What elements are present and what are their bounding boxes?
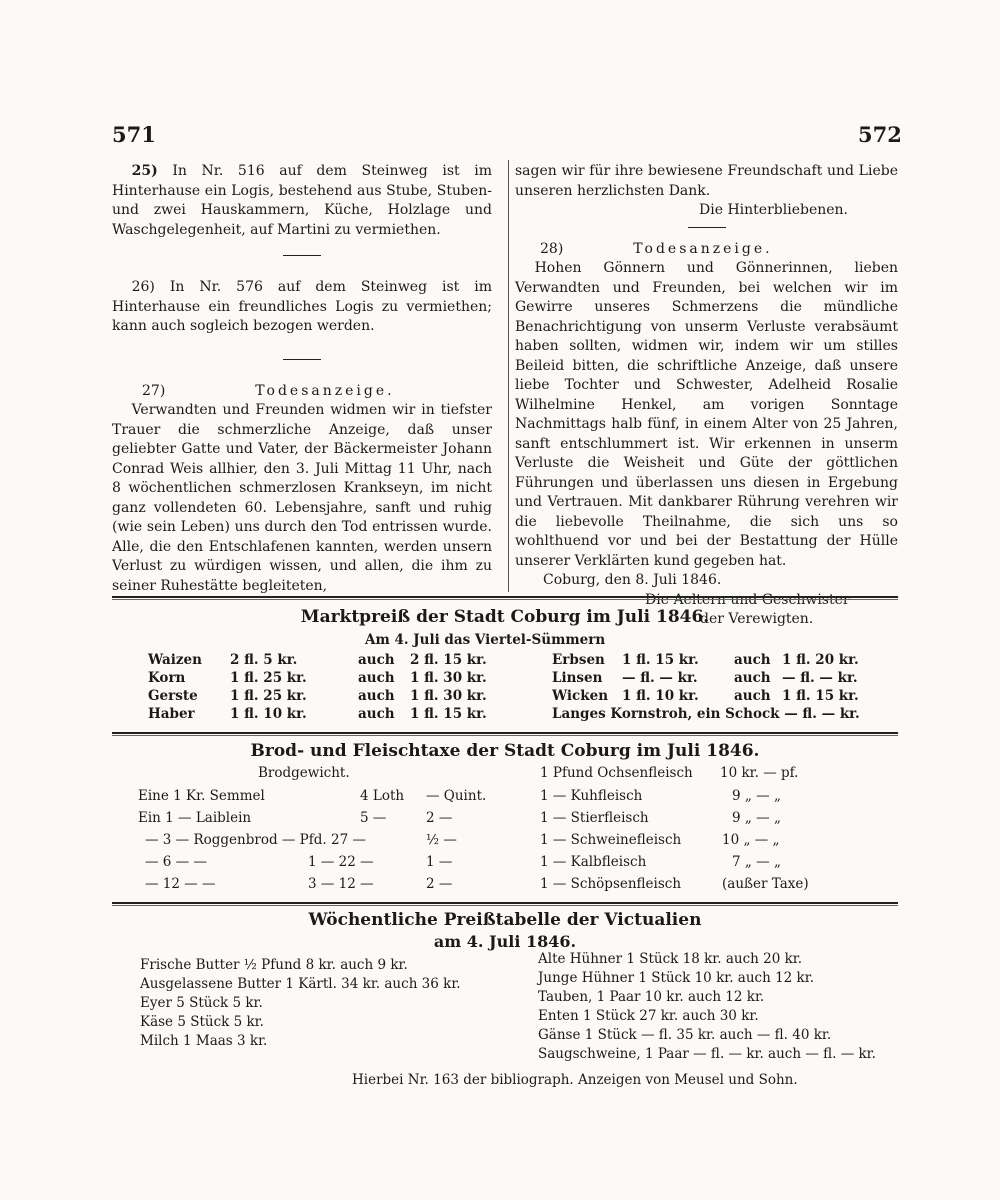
weekly-item: Junge Hühner 1 Stück 10 kr. auch 12 kr. <box>538 970 814 986</box>
meat-price: 10 „ — „ <box>722 832 780 848</box>
weekly-item: Eyer 5 Stück 5 kr. <box>140 995 263 1011</box>
meat-price: 10 kr. — pf. <box>720 765 799 781</box>
ad-28-heading <box>515 240 898 260</box>
bread-item: Eine 1 Kr. Semmel <box>138 788 265 804</box>
market-price-b: 1 fl. 30 kr. <box>410 688 487 704</box>
grain-name: Haber <box>148 706 195 722</box>
meat-item: 1 — Kalbfleisch <box>540 854 647 870</box>
ad-28-text: Hohen Gönnern und Gönnerinnen, lieben Verwandten und Freunden, bei welchen wir im Gewirre unseres Schmerzens die mündliche Benachrichtigung von unserm Verluste verabsäumt haben sollten, widmen wir, indem wir um stilles Beileid bitten, die schriftliche Anzeige, daß unsere liebe Tochter und Schwester, Adelheid Rosalie Wilhelmine Henkel, am vorigen Sonntage Nachmittags halb fünf, in einem Alter von 25 Jahren, sanft entschlummert ist. Wir erkennen in unserm Verluste die Weisheit und Güte der göttlichen Führungen und überlassen uns diesen in Ergebung und Vertrauen. Mit dankbarer Rührung verehren wir die liebevolle Theilnahme, die sich uns so wohlthuend vor und bei der Bestattung der Hülle unserer Verklärten kund gegeben hat. <box>515 260 898 569</box>
weekly-title: Wöchentliche Preißtabelle der Victualien <box>308 910 702 930</box>
bread-quint: — Quint. <box>426 788 487 804</box>
meat-item: 1 Pfund Ochsenfleisch <box>540 765 693 781</box>
section-rule <box>112 732 898 736</box>
weekly-item: Alte Hühner 1 Stück 18 kr. auch 20 kr. <box>538 951 803 967</box>
section-rule <box>112 902 898 906</box>
market-price-a: 1 fl. 15 kr. <box>622 652 699 668</box>
legume-name: Wicken <box>552 688 609 704</box>
bread-weight: 4 Loth <box>360 788 405 804</box>
market-price-a: 1 fl. 25 kr. <box>230 688 307 704</box>
market-title: Marktpreiß der Stadt Coburg im Juli 1846. <box>300 607 710 627</box>
legume-name: Linsen <box>552 670 603 686</box>
meat-price: 7 „ — „ <box>732 854 781 870</box>
weekly-item: Tauben, 1 Paar 10 kr. auch 12 kr. <box>538 989 765 1005</box>
place-date: Coburg, den 8. Juli 1846. <box>543 572 722 588</box>
ad-text: In Nr. 576 auf dem Steinweg ist im Hinterhause ein freundliches Logis zu vermiethen; kann auch sogleich bezogen werden. <box>112 279 493 334</box>
market-price-b: — fl. — kr. <box>782 670 858 686</box>
ad-title: Todesanzeige. <box>633 240 773 257</box>
meat-item: 1 — Schöpsenfleisch <box>540 876 682 892</box>
signature-line-2: der Verewigten. <box>700 611 814 627</box>
market-auch: auch <box>734 652 771 668</box>
market-price-b: 1 fl. 20 kr. <box>782 652 859 668</box>
weekly-item: Enten 1 Stück 27 kr. auch 30 kr. <box>538 1008 759 1024</box>
bread-quint: 2 — <box>426 876 453 892</box>
weekly-item: Milch 1 Maas 3 kr. <box>140 1033 268 1049</box>
market-price-a: 1 fl. 25 kr. <box>230 670 307 686</box>
market-price-b: 2 fl. 15 kr. <box>410 652 487 668</box>
market-price-a: 1 fl. 10 kr. <box>230 706 307 722</box>
ad-27-heading <box>112 382 492 402</box>
market-auch: auch <box>358 670 395 686</box>
market-subtitle: Am 4. Juli das Viertel-Sümmern <box>365 632 606 648</box>
market-price-b: 1 fl. 15 kr. <box>410 706 487 722</box>
bread-header: Brodgewicht. <box>258 765 350 781</box>
meat-price: 9 „ — „ <box>732 788 781 804</box>
signature: Die Hinterbliebenen. <box>699 202 848 218</box>
bread-item: — 3 — Roggenbrod — Pfd. 27 — <box>145 832 366 848</box>
ad-26 <box>112 278 492 337</box>
weekly-date: am 4. Juli 1846. <box>433 932 577 951</box>
market-price-a: — fl. — kr. <box>622 670 698 686</box>
footer-note: Hierbei Nr. 163 der bibliograph. Anzeigen von Meusel und Sohn. <box>352 1072 798 1088</box>
ad-title: Todesanzeige. <box>255 382 395 399</box>
weekly-item: Gänse 1 Stück — fl. 35 kr. auch — fl. 40 kr. <box>538 1027 832 1043</box>
market-auch: auch <box>734 670 771 686</box>
bread-weight: 3 — 12 — <box>308 876 374 892</box>
grain-name: Korn <box>148 670 186 686</box>
bread-item: — 6 — — <box>145 854 207 870</box>
weekly-item: Frische Butter ½ Pfund 8 kr. auch 9 kr. <box>140 957 408 973</box>
market-auch: auch <box>734 688 771 704</box>
straw-price: Langes Kornstroh, ein Schock — fl. — kr. <box>552 706 860 722</box>
separator <box>283 255 321 256</box>
meat-item: 1 — Schweinefleisch <box>540 832 682 848</box>
ad-number: 28) <box>540 240 564 257</box>
market-row <box>148 652 202 668</box>
bread-quint: 2 — <box>426 810 453 826</box>
market-auch: auch <box>358 652 395 668</box>
ad-27-text: Verwandten und Freunden widmen wir in tiefster Trauer die schmerzliche Anzeige, daß unser geliebter Gatte und Vater, der Bäckermeister Johann Conrad Weis allhier, den 3. Juli Mittag 11 Uhr, nach 8 wöchentlichen schmerzlosen Krankseyn, im nicht ganz vollendeten 60. Lebensjahre, sanft und ruhig (wie sein Leben) uns durch den Tod entrissen wurde. Alle, die den Entschlafenen kannten, werden unsern Verlust zu würdigen wissen, und allen, die ihm zu seiner Ruhestätte begleiteten, <box>112 402 492 594</box>
market-price-a: 1 fl. 10 kr. <box>622 688 699 704</box>
grain-name: Gerste <box>148 688 198 704</box>
ad-text: In Nr. 516 auf dem Steinweg ist im Hinterhause ein Logis, bestehend aus Stube, Stuben- und zwei Hauskammern, Küche, Holzlage und Waschgelegenheit, auf Martini zu vermiethen. <box>112 163 493 238</box>
weekly-item: Saugschweine, 1 Paar — fl. — kr. auch — fl. — kr. <box>538 1046 876 1062</box>
market-price-b: 1 fl. 30 kr. <box>410 670 487 686</box>
ad-number: 25) <box>131 163 158 179</box>
market-price-b: 1 fl. 15 kr. <box>782 688 859 704</box>
market-auch: auch <box>358 706 395 722</box>
column-divider <box>508 160 509 592</box>
meat-price: (außer Taxe) <box>722 876 809 892</box>
separator <box>688 227 726 228</box>
page-number-left: 571 <box>112 122 156 147</box>
legume-name: Erbsen <box>552 652 605 668</box>
meat-price: 9 „ — „ <box>732 810 781 826</box>
ad-25 <box>112 162 492 240</box>
grain-name: Waizen <box>148 652 202 668</box>
bread-item: Ein 1 — Laiblein <box>138 810 252 826</box>
bread-weight: 5 — <box>360 810 387 826</box>
weekly-item: Käse 5 Stück 5 kr. <box>140 1014 264 1030</box>
left-column <box>112 162 492 596</box>
bread-title: Brod- und Fleischtaxe der Stadt Coburg im Juli 1846. <box>250 741 760 761</box>
bread-item: — 12 — — <box>145 876 216 892</box>
bread-quint: 1 — <box>426 854 453 870</box>
signature-line-1: Die Aeltern und Geschwister <box>645 591 850 608</box>
weekly-item: Ausgelassene Butter 1 Kärtl. 34 kr. auch 36 kr. <box>140 976 461 992</box>
meat-item: 1 — Stierfleisch <box>540 810 649 826</box>
separator <box>283 359 321 360</box>
ad-number: 26) <box>131 279 155 295</box>
ad-27-continuation: sagen wir für ihre bewiesene Freundschaft und Liebe unseren herzlichsten Dank. <box>515 163 898 199</box>
bread-weight: 1 — 22 — <box>308 854 374 870</box>
market-price-a: 2 fl. 5 kr. <box>230 652 298 668</box>
market-auch: auch <box>358 688 395 704</box>
ad-number: 27) <box>142 382 166 399</box>
right-column <box>515 162 898 630</box>
page-number-right: 572 <box>858 122 902 147</box>
meat-item: 1 — Kuhfleisch <box>540 788 643 804</box>
section-rule <box>112 596 898 600</box>
bread-quint: ½ — <box>426 832 457 848</box>
